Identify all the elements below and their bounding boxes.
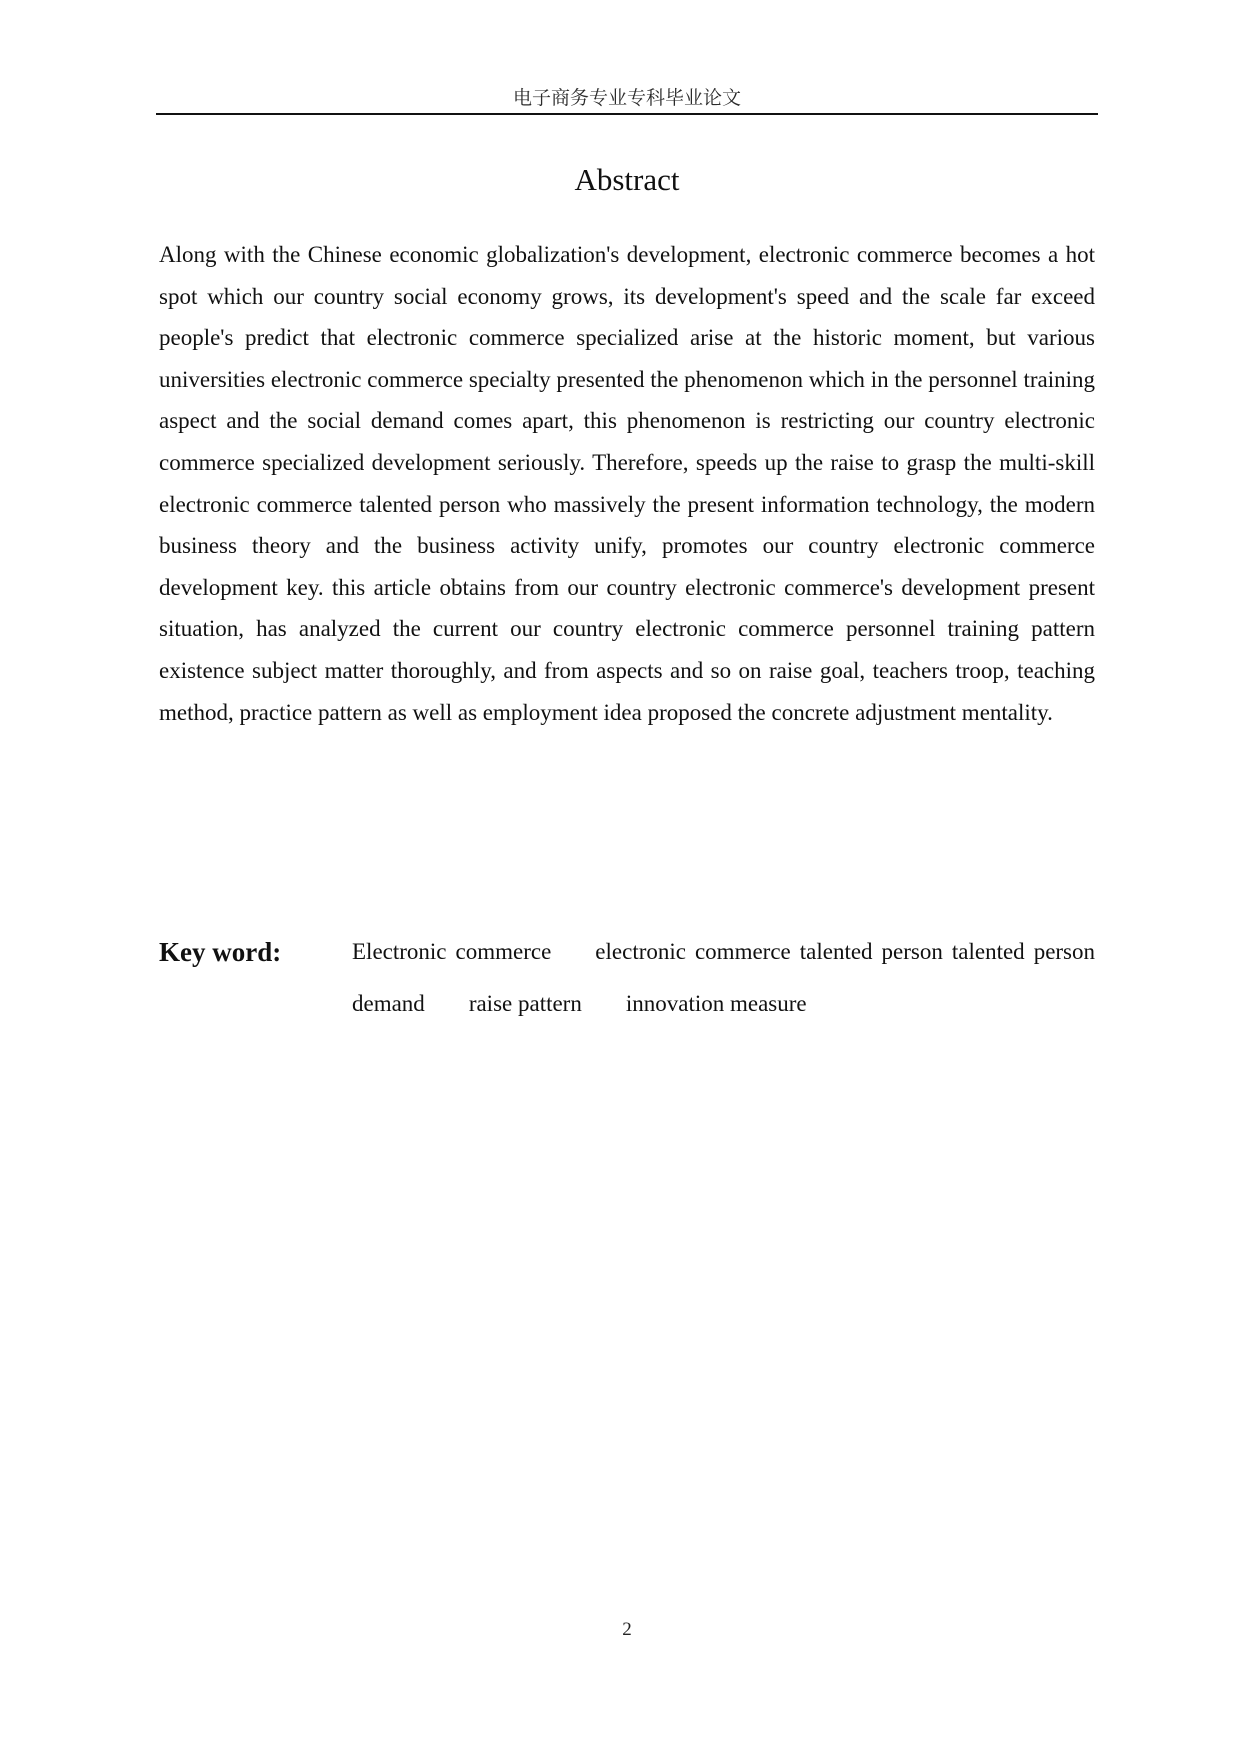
keywords-section xyxy=(159,926,1095,1030)
keyword-item: raise pattern xyxy=(468,991,582,1016)
keywords-list xyxy=(352,926,1095,1030)
keyword-item: Electronic commerce xyxy=(352,939,552,964)
keyword-item: electronic commerce talented person xyxy=(595,939,943,964)
running-header: 电子商务专业专科毕业论文 xyxy=(512,87,741,109)
abstract-body: Along with the Chinese economic globalization's development, electronic commerce becomes a hot spot which our country social economy grows, its development's speed and the scale far exceed people's predict that electronic commerce specialized arise at the historic moment, but various universities electronic commerce specialty presented the phenomenon which in the personnel training aspect and the social demand comes apart, this phenomenon is restricting our country electronic commerce specialized development seriously. Therefore, speeds up the raise to grasp the multi-skill electronic commerce talented person who massively the present information technology, the modern business theory and the business activity unify, promotes our country electronic commerce development key. this article obtains from our country electronic commerce's development present situation, has analyzed the current our country electronic commerce personnel training pattern existence subject matter thoroughly, and from aspects and so on raise goal, teachers troop, teaching method, practice pattern as well as employment idea proposed the concrete adjustment mentality. xyxy=(159,242,1095,725)
abstract-title: Abstract xyxy=(574,162,680,197)
keyword-item: talented person demand xyxy=(352,939,1096,1016)
header-rule xyxy=(156,113,1098,115)
page-number: 2 xyxy=(622,1619,632,1640)
keyword-item: innovation measure xyxy=(625,991,807,1016)
keywords-label: Key word: xyxy=(159,937,282,967)
